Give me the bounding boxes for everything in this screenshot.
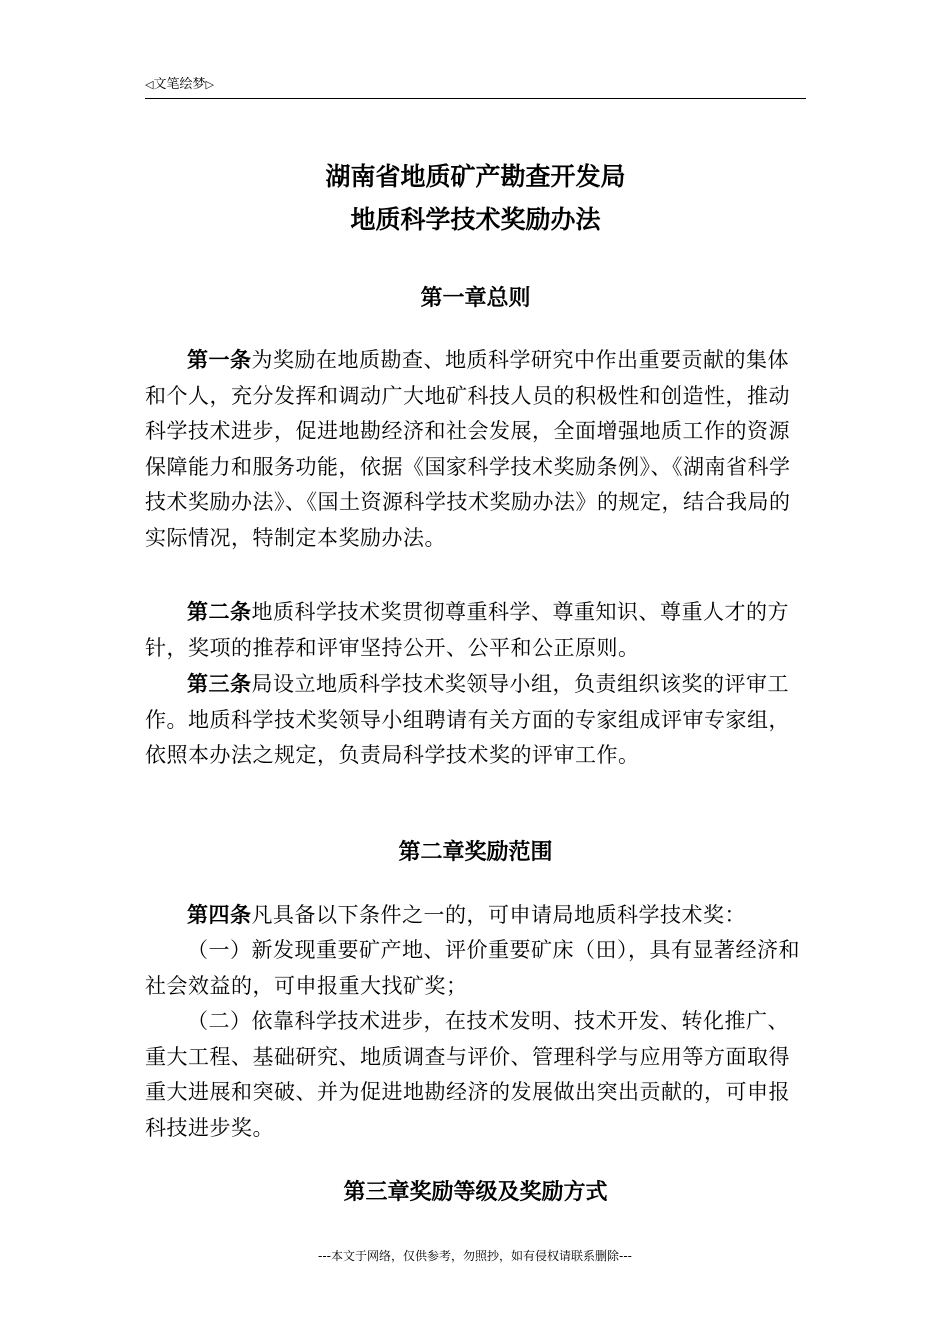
article-4: [145, 897, 806, 934]
chapter-3-heading: 第三章奖励等级及奖励方式: [343, 1179, 608, 1205]
right-triangle-icon: ▷: [205, 78, 214, 91]
chapter-2-heading: 第二章奖励范围: [398, 839, 553, 865]
article-1-label: 第一条: [187, 347, 252, 372]
page-footer: ---本文于网络，仅供参考，勿照抄，如有侵权请联系删除---: [318, 1249, 632, 1263]
header-brand: 文笔绘梦: [153, 77, 206, 92]
article-3: [145, 666, 806, 774]
article-2: [145, 594, 806, 666]
article-1-text: 为奖励在地质勘查、地质科学研究中作出重要贡献的集体和个人，充分发挥和调动广大地矿科技人员的积极性和创造性，推动科学技术进步，促进地勘经济和社会发展，全面增强地质工作的资源保障能力和服务功能，依据《国家科学技术奖励条例》、《湖南省科学技术奖励办法》、《国土资源科学技术奖励办法》的规定，结合我局的实际情况，特制定本奖励办法。: [145, 348, 791, 550]
document-title-line1: 湖南省地质矿产勘查开发局: [325, 162, 626, 191]
article-2-text: 地质科学技术奖贯彻尊重科学、尊重知识、尊重人才的方针，奖项的推荐和评审坚持公开、公平和公正原则。: [145, 600, 789, 660]
chapter-1-heading: 第一章总则: [420, 285, 531, 311]
left-triangle-icon: ◁: [145, 78, 154, 91]
article-3-text: 局设立地质科学技术奖领导小组，负责组织该奖的评审工作。地质科学技术奖领导小组聘请有关方面的专家组成评审专家组，依照本办法之规定，负责局科学技术奖的评审工作。: [145, 672, 790, 768]
list-item-2: （二）依靠科学技术进步，在技术发明、技术开发、转化推广、重大工程、基础研究、地质调查与评价、管理科学与应用等方面取得重大进展和突破、并为促进地勘经济的发展做出突出贡献的，可申报科技进步奖。: [145, 1009, 790, 1140]
document-title-line2: 地质科学技术奖励办法: [350, 205, 601, 234]
article-4-text: 凡具备以下条件之一的，可申请局地质科学技术奖：: [251, 903, 746, 927]
article-1: [145, 342, 806, 557]
article-4-label: 第四条: [187, 902, 252, 927]
list-item-1: （一）新发现重要矿产地、评价重要矿床（田），具有显著经济和社会效益的，可申报重大找矿奖；: [145, 938, 800, 998]
article-3-label: 第三条: [187, 671, 252, 696]
page-header: [145, 76, 806, 99]
article-2-label: 第二条: [187, 599, 252, 624]
